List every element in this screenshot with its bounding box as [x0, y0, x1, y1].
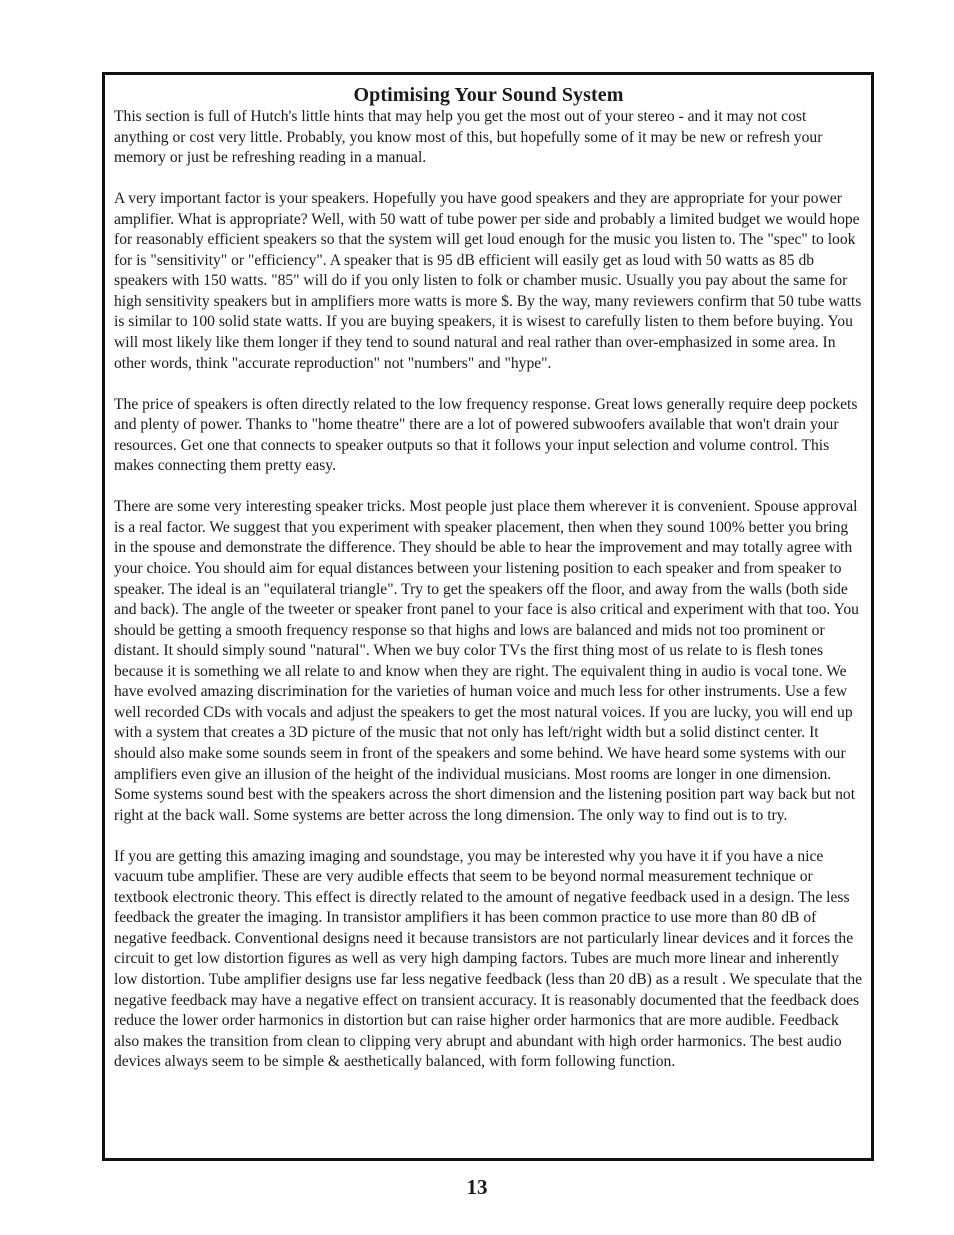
page-number: 13	[466, 1175, 488, 1199]
paragraph-speaker-placement: There are some very interesting speaker tricks. Most people just place them wherever it is convenient. Spouse approval is a real factor. We suggest that you experiment with speaker placement, then when they sound 100% better you bring in the spouse and demonstrate the difference. They should be able to hear the improvement and may totally agree with your choice. You should aim for equal distances between your listening position to each speaker and from speaker to speaker. The ideal is an "equilateral triangle". Try to get the speakers off the floor, and away from the walls (both side and back). The angle of the tweeter or speaker front panel to your face is also critical and experiment with that too. You should be getting a smooth frequency response so that highs and lows are balanced and mids not too prominent or distant. It should simply sound "natural". When we buy color TVs the first thing most of us relate to is flesh tones because it is something we all relate to and know when they are right. The equivalent thing in audio is vocal tone. We have evolved amazing discrimination for the varieties of human voice and much less for other instruments. Use a few well recorded CDs with vocals and adjust the speakers to get the most natural voices. If you are lucky, you will end up with a system that creates a 3D picture of the music that not only has left/right width but a solid distinct center. It should also make some sounds seem in front of the speakers and some behind. We have heard some systems with our amplifiers even give an illusion of the height of the individual musicians. Most rooms are longer in one dimension. Some systems sound best with the speakers across the short dimension and the listening position part way back but not right at the back wall. Some systems are better across the long dimension. The only way to find out is to try.	[114, 498, 859, 824]
paragraph-speakers: A very important factor is your speakers. Hopefully you have good speakers and they are appropriate for your power amplifier. What is appropriate? Well, with 50 watt of tube power per side and probably a limited budget we would hope for reasonably efficient speakers so that the system will get loud enough for the music you listen to. The "spec" to look for is "sensitivity" or "efficiency". A speaker that is 95 dB efficient will easily get as loud with 50 watts as 85 db speakers with 150 watts. "85" will do if you only listen to folk or chamber music. Usually you pay about the same for high sensitivity speakers but in amplifiers more watts is more $. By the way, many reviewers confirm that 50 tube watts is similar to 100 solid state watts. If you are buying speakers, it is wisest to carefully listen to them before buying. You will most likely like them longer if they tend to sound natural and real rather than over-emphasized in some area. In other words, think "accurate reproduction" not "numbers" and "hype".	[114, 190, 862, 372]
paragraph-imaging-feedback: If you are getting this amazing imaging and soundstage, you may be interested why you have it if you have a nice vacuum tube amplifier. These are very audible effects that seem to be beyond normal measurement technique or textbook electronic theory. This effect is directly related to the amount of negative feedback used in a design. The less feedback the greater the imaging. In transistor amplifiers it has been common practice to use more than 80 dB of negative feedback. Conventional designs need it because transistors are not particularly linear devices and it forces the circuit to get low distortion figures as well as very high damping factors. Tubes are much more linear and inherently low distortion. Tube amplifier designs use far less negative feedback (less than 20 dB) as a result . We speculate that the negative feedback may have a negative effect on transient accuracy. It is reasonably documented that the feedback does reduce the lower order harmonics in distortion but can raise higher order harmonics that are more audible. Feedback also makes the transition from clean to clipping very abrupt and abundant with high order harmonics. The best audio devices always seem to be simple & aesthetically balanced, with form following function.	[114, 847, 863, 1071]
content-frame	[102, 72, 874, 1161]
paragraph-intro: This section is full of Hutch's little hints that may help you get the most out of your stereo - and it may not cost anything or cost very little. Probably, you know most of this, but hopefully some of it may be new or refresh your memory or just be refreshing reading in a manual.	[114, 108, 823, 167]
page-title: Optimising Your Sound System	[353, 84, 624, 106]
paragraph-subwoofers: The price of speakers is often directly related to the low frequency response. Great lows generally require deep pockets and plenty of power. Thanks to "home theatre" there are a lot of powered subwoofers available that won't drain your resources. Get one that connects to speaker outputs so that it follows your input selection and volume control. This makes connecting them pretty easy.	[114, 395, 858, 475]
